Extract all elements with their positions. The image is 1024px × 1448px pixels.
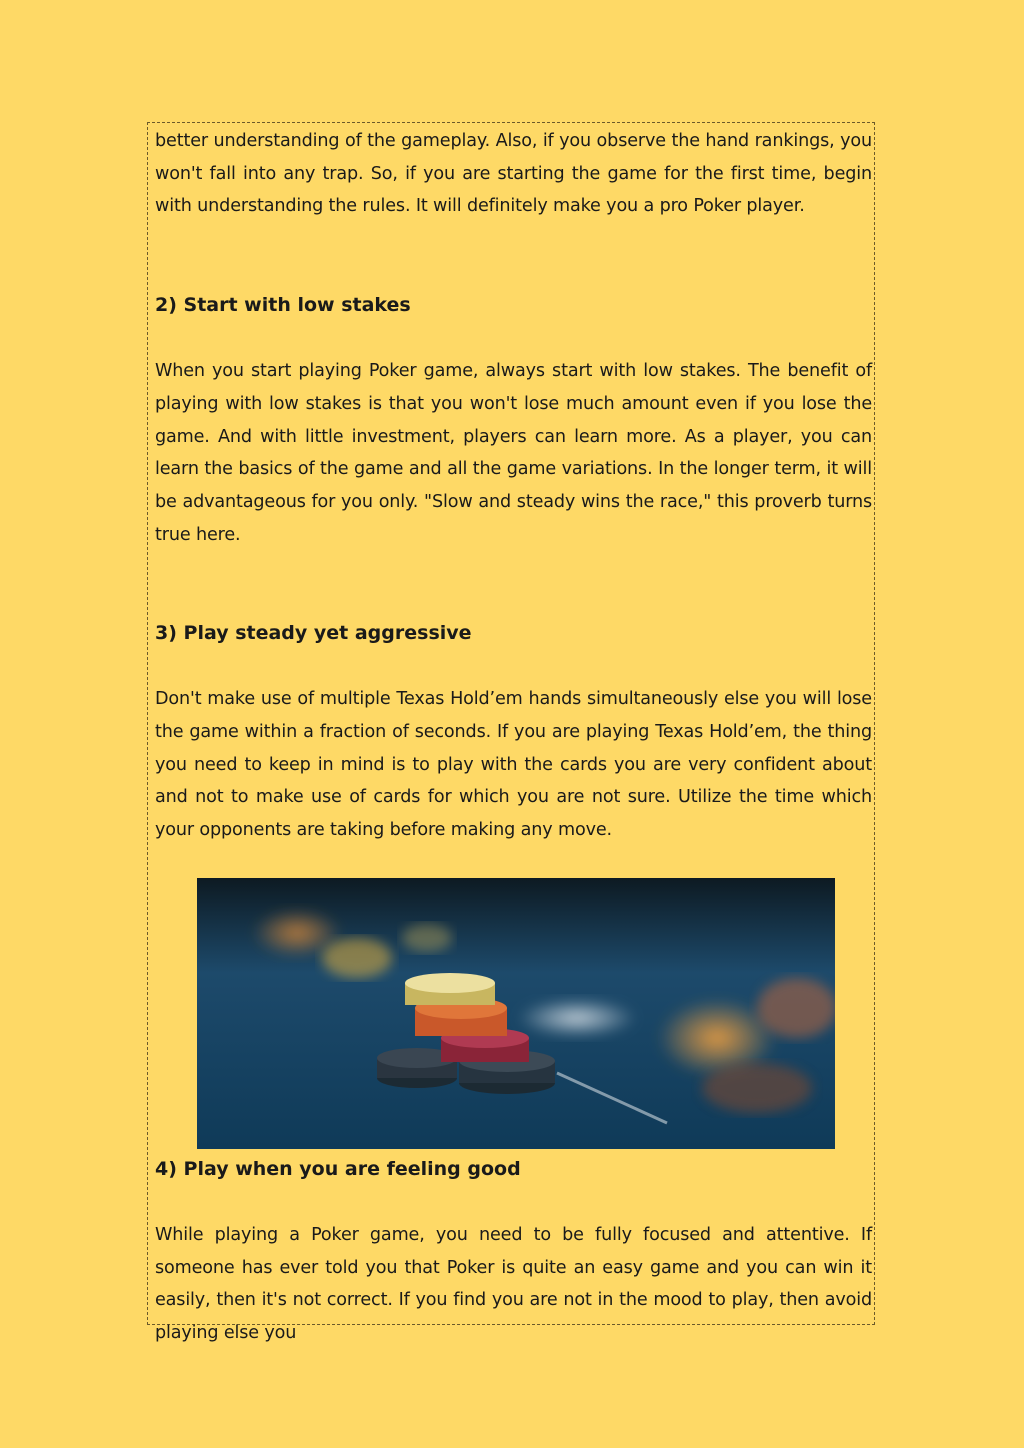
paragraph-intro: better understanding of the gameplay. Also, if you observe the hand rankings, you won't fall into any trap. So, if you are starting the game for the first time, begin with understanding the rules. It will definitely make you a pro Poker player. <box>155 131 872 217</box>
heading-play-steady: 3) Play steady yet aggressive <box>155 622 472 645</box>
heading-play-feeling-good: 4) Play when you are feeling good <box>155 1157 521 1180</box>
article-body <box>155 125 872 1350</box>
paragraph-feeling-good: While playing a Poker game, you need to be fully focused and attentive. If someone has ever told you that Poker is quite an easy game and you can win it easily, then it's not correct. If you find you are not in the mood to play, then avoid playing else you <box>155 1224 872 1343</box>
paragraph-low-stakes: When you start playing Poker game, always start with low stakes. The benefit of playing with low stakes is that you won't lose much amount even if you lose the game. And with little investment, players can learn more. As a player, you can learn the basics of the game and all the game variations. In the longer term, it will be advantageous for you only. "Slow and steady wins the race," this proverb turns true here. <box>155 361 872 545</box>
heading-start-low-stakes: 2) Start with low stakes <box>155 294 411 317</box>
poker-chips-photo <box>197 878 835 1149</box>
paragraph-play-steady: Don't make use of multiple Texas Hold’em hands simultaneously else you will lose the game within a fraction of seconds. If you are playing Texas Hold’em, the thing you need to keep in mind is to play with the cards you are very confident about and not to make use of cards for which you are not sure. Utilize the time which your opponents are taking before making any move. <box>155 689 872 841</box>
